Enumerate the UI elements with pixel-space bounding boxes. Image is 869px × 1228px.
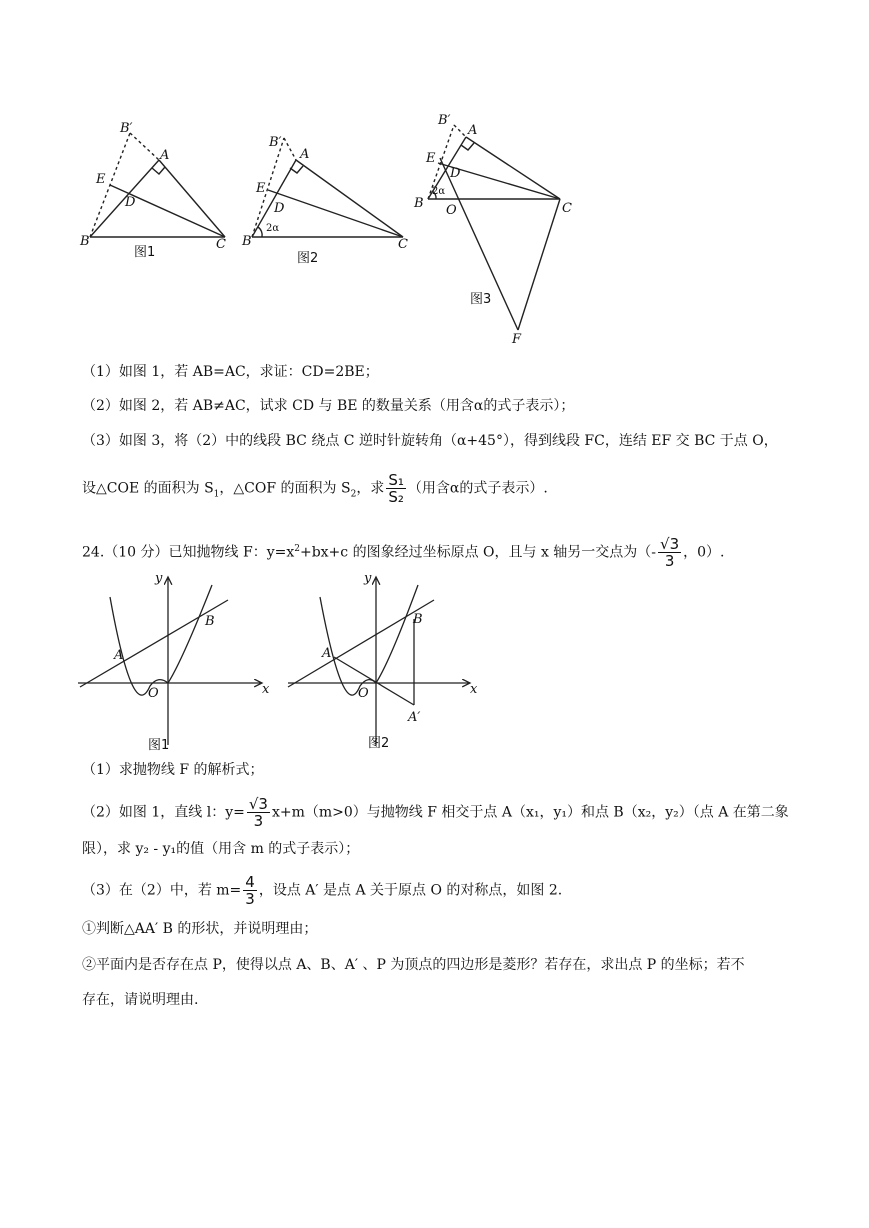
fig3-label-e: E (426, 151, 436, 166)
fig1-axis-y: y (155, 571, 163, 586)
fig2-point-b: B (413, 612, 423, 627)
fig3-label-o: O (446, 203, 457, 218)
subscript: 1 (213, 489, 220, 500)
fig1-label-b: B (80, 234, 90, 249)
q24-part3 (82, 874, 562, 907)
fig2-axis-y: y (364, 571, 372, 586)
fig1-point-a: A (114, 648, 124, 663)
q23-text: ，求 (356, 480, 385, 497)
fig1-label-bprime: B′ (120, 121, 133, 136)
q24-text: ，设点 A′ 是点 A 关于原点 O 的对称点，如图 2. (258, 882, 563, 899)
q24-text: （2）如图 1，直线 l：y= (82, 804, 245, 821)
fig1-label-a: A (160, 148, 170, 163)
q24-part2-continued: 限），求 y₂ - y₁的值（用含 m 的式子表示）； (82, 841, 360, 857)
q24-part3-i: ①判断△AA′ B 的形状，并说明理由； (82, 921, 318, 937)
fig2-label-angle: 2α (266, 223, 280, 234)
fraction-denominator: 3 (664, 552, 675, 570)
q23-part3: （3）如图 3，将（2）中的线段 BC 绕点 C 逆时针旋转角（α+45°），得到线段 FC，连结 EF 交 BC 于点 O， (82, 433, 778, 449)
q24-part3-ii: ②平面内是否存在点 P，使得以点 A、B、A′ 、P 为顶点的四边形是菱形？若存在，求出点 P 的坐标；若不 (82, 957, 745, 973)
parabola-figures (0, 565, 869, 765)
fig1-caption: 图1 (134, 245, 156, 260)
superscript: 2 (294, 543, 300, 554)
fig1-bottom-caption: 图1 (148, 738, 170, 753)
fig3-label-b: B (414, 196, 424, 211)
fig2-point-aprime: A′ (408, 710, 421, 725)
q24-text: ，0）. (683, 544, 725, 561)
q23-text: （用含α的式子表示）. (407, 480, 548, 497)
fig2-label-a: A (300, 147, 310, 162)
q24-part1: （1）求抛物线 F 的解析式； (82, 762, 264, 778)
fig1-label-d: D (125, 195, 136, 210)
fraction-numerator: √3 (660, 535, 680, 553)
q24-text: x+m（m>0）与抛物线 F 相交于点 A（x₁，y₁）和点 B（x₂，y₂）（点 A 在第二象 (271, 804, 789, 821)
q23-text: ，△COF 的面积为 S (219, 480, 351, 497)
fraction-numerator: S₁ (388, 471, 404, 489)
fraction-numerator: 4 (245, 873, 255, 891)
fig2-origin: O (358, 686, 369, 701)
fig2-label-c: C (398, 237, 408, 252)
q24-part2 (82, 796, 789, 829)
fig1-label-e: E (96, 172, 106, 187)
fraction-denominator: 3 (245, 890, 255, 908)
q24-text: 24.（10 分）已知抛物线 F：y=x (82, 544, 295, 561)
fig3-label-angle: 2α (432, 186, 446, 197)
q23-text: 设△COE 的面积为 S (82, 480, 214, 497)
fig3-label-bprime: B′ (438, 113, 451, 128)
fig2-caption: 图2 (297, 251, 319, 266)
fig2-axis-x: x (470, 682, 478, 697)
fig1-axis-x: x (262, 682, 270, 697)
q24-text: +bx+c 的图象经过坐标原点 O，且与 x 轴另一交点为（- (299, 544, 657, 561)
fraction-numerator: √3 (248, 795, 268, 813)
fig2-point-a: A (322, 646, 332, 661)
fig2-bottom-caption: 图2 (368, 736, 390, 751)
q24-text: （3）在（2）中，若 m= (82, 882, 242, 899)
fraction-root3-over-3 (247, 796, 270, 829)
fig3-label-c: C (562, 201, 572, 216)
fraction-s1-s2 (386, 472, 406, 505)
fig1-label-c: C (216, 237, 226, 252)
fig1-point-b: B (205, 614, 215, 629)
fig2-label-bprime: B′ (269, 135, 282, 150)
fig2-label-d: D (274, 201, 285, 216)
fig3-label-a: A (468, 123, 478, 138)
fig2-label-b: B (242, 234, 252, 249)
q24-part3-ii-continued: 存在，请说明理由. (82, 992, 199, 1008)
q23-part2: （2）如图 2，若 AB≠AC，试求 CD 与 BE 的数量关系（用含α的式子表示）； (82, 398, 575, 414)
fig1-origin: O (148, 686, 159, 701)
fraction-denominator: S₂ (388, 488, 404, 506)
geometry-figures-top (0, 0, 869, 350)
q23-part3-continued (82, 472, 548, 505)
fig3-label-f: F (512, 332, 522, 347)
subscript: 2 (350, 489, 357, 500)
fraction-4-over-3 (243, 874, 257, 907)
fig2-label-e: E (256, 181, 266, 196)
fraction-denominator: 3 (253, 812, 264, 830)
q23-part1: （1）如图 1，若 AB=AC，求证：CD=2BE； (82, 364, 379, 380)
fig3-caption: 图3 (470, 292, 492, 307)
fig3-label-d: D (450, 166, 461, 181)
